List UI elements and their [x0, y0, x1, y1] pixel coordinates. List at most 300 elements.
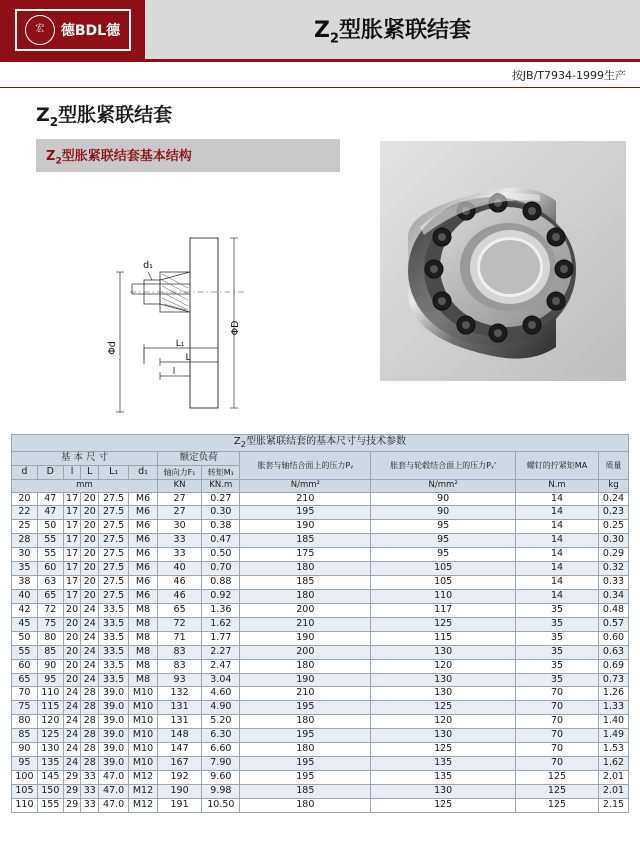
table-cell: M10	[129, 687, 158, 701]
table-cell: 90	[37, 659, 63, 673]
table-cell: 167	[157, 757, 201, 771]
table-cell: 28	[12, 534, 38, 548]
table-cell: 2.01	[598, 771, 628, 785]
table-cell: 180	[240, 590, 371, 604]
section-heading-sub: 2	[55, 156, 62, 167]
col-L: L	[81, 465, 99, 479]
table-cell: 0.25	[598, 520, 628, 534]
table-row	[12, 562, 629, 576]
group-dimensions: 基 本 尺 寸	[12, 451, 158, 465]
table-cell: M6	[129, 520, 158, 534]
table-cell: 24	[63, 701, 81, 715]
table-cell: 5.20	[202, 715, 240, 729]
table-cell: 17	[63, 576, 81, 590]
table-cell: 0.33	[598, 576, 628, 590]
table-cell: 83	[157, 659, 201, 673]
table-cell: 147	[157, 743, 201, 757]
table-cell: 0.88	[202, 576, 240, 590]
table-cell: M6	[129, 562, 158, 576]
table-cell: 1.33	[598, 701, 628, 715]
table-cell: 70	[516, 729, 599, 743]
table-cell: 14	[516, 492, 599, 506]
table-cell: 0.23	[598, 506, 628, 520]
table-row	[12, 534, 629, 548]
table-row	[12, 492, 629, 506]
table-cell: 2.27	[202, 645, 240, 659]
table-cell: 42	[12, 603, 38, 617]
table-cell: M12	[129, 798, 158, 812]
table-cell: 0.48	[598, 603, 628, 617]
drawing-column	[12, 135, 372, 427]
section-heading-rest: 型胀紧联结套基本结构	[61, 148, 192, 164]
table-cell: 65	[37, 590, 63, 604]
table-cell: 6.30	[202, 729, 240, 743]
table-cell: 55	[12, 645, 38, 659]
table-cell: 14	[516, 506, 599, 520]
table-cell: 20	[63, 645, 81, 659]
table-cell: 27.5	[99, 492, 129, 506]
table-cell: 105	[371, 562, 516, 576]
table-row	[12, 701, 629, 715]
table-cell: 0.32	[598, 562, 628, 576]
page-title-main: Z	[36, 104, 50, 126]
table-cell: 70	[12, 687, 38, 701]
table-cell: M6	[129, 506, 158, 520]
table-cell: 17	[63, 492, 81, 506]
table-cell: 130	[371, 687, 516, 701]
table-cell: M8	[129, 659, 158, 673]
table-cell: 40	[157, 562, 201, 576]
table-cell: 0.29	[598, 548, 628, 562]
table-cell: M8	[129, 603, 158, 617]
spec-table-wrap	[0, 426, 640, 812]
table-row	[12, 729, 629, 743]
table-row	[12, 771, 629, 785]
table-cell: 125	[516, 798, 599, 812]
table-cell: 47.0	[99, 784, 129, 798]
table-cell: 125	[371, 798, 516, 812]
table-cell: 39.0	[99, 701, 129, 715]
col-d: d	[12, 465, 38, 479]
table-cell: 29	[63, 784, 81, 798]
table-cell: 20	[63, 631, 81, 645]
table-row	[12, 617, 629, 631]
table-cell: 105	[12, 784, 38, 798]
table-cell: 130	[371, 673, 516, 687]
table-cell: 1.62	[202, 617, 240, 631]
table-cell: M6	[129, 576, 158, 590]
table-cell: 27.5	[99, 576, 129, 590]
table-cell: 4.60	[202, 687, 240, 701]
table-cell: 0.30	[202, 506, 240, 520]
table-cell: 130	[371, 729, 516, 743]
table-cell: 29	[63, 771, 81, 785]
table-cell: 27.5	[99, 590, 129, 604]
table-cell: 20	[81, 548, 99, 562]
table-cell: 27	[157, 506, 201, 520]
table-cell: 17	[63, 590, 81, 604]
caption-sub: 2	[240, 439, 247, 450]
table-cell: 7.90	[202, 757, 240, 771]
header-title-sub: 2	[329, 31, 339, 47]
table-cell: 27.5	[99, 506, 129, 520]
table-cell: M12	[129, 771, 158, 785]
table-cell: 190	[240, 631, 371, 645]
table-cell: 120	[371, 715, 516, 729]
table-cell: 47	[37, 506, 63, 520]
table-cell: 28	[81, 757, 99, 771]
table-cell: 27	[157, 492, 201, 506]
table-cell: 65	[12, 673, 38, 687]
table-cell: 0.60	[598, 631, 628, 645]
table-cell: 1.36	[202, 603, 240, 617]
table-cell: 2.15	[598, 798, 628, 812]
spec-rows	[12, 492, 629, 812]
table-cell: 120	[37, 715, 63, 729]
table-cell: 195	[240, 701, 371, 715]
table-cell: 125	[371, 701, 516, 715]
table-cell: 27.5	[99, 562, 129, 576]
table-cell: 185	[240, 534, 371, 548]
table-cell: 115	[371, 631, 516, 645]
table-cell: 105	[371, 576, 516, 590]
table-cell: 180	[240, 659, 371, 673]
table-cell: 39.0	[99, 687, 129, 701]
table-cell: 63	[37, 576, 63, 590]
table-cell: 200	[240, 603, 371, 617]
table-cell: 1.62	[598, 757, 628, 771]
table-cell: 60	[12, 659, 38, 673]
table-cell: 1.40	[598, 715, 628, 729]
table-cell: 175	[240, 548, 371, 562]
table-cell: 100	[12, 771, 38, 785]
table-cell: 17	[63, 562, 81, 576]
table-cell: 47	[37, 492, 63, 506]
table-cell: 27.5	[99, 520, 129, 534]
table-cell: 27.5	[99, 534, 129, 548]
header-title-rest: 型胀紧联结套	[338, 17, 471, 43]
table-row	[12, 548, 629, 562]
unit-torque: KN.m	[202, 479, 240, 492]
table-cell: M6	[129, 492, 158, 506]
table-cell: 39.0	[99, 757, 129, 771]
logo-frame	[15, 9, 131, 51]
table-cell: 39.0	[99, 743, 129, 757]
table-cell: 14	[516, 562, 599, 576]
header-title	[314, 13, 471, 46]
table-cell: 33	[81, 784, 99, 798]
table-cell: 150	[37, 784, 63, 798]
table-cell: 117	[371, 603, 516, 617]
table-cell: 185	[240, 784, 371, 798]
table-cell: 70	[516, 687, 599, 701]
table-cell: 132	[157, 687, 201, 701]
table-cell: 47.0	[99, 798, 129, 812]
table-cell: 20	[12, 492, 38, 506]
col-L1: L₁	[99, 465, 129, 479]
table-cell: 9.98	[202, 784, 240, 798]
table-cell: 95	[371, 548, 516, 562]
table-cell: 0.27	[202, 492, 240, 506]
table-cell: 80	[12, 715, 38, 729]
table-cell: 14	[516, 520, 599, 534]
caption-rest: 型胀紧联结套的基本尺寸与技术参数	[246, 436, 407, 448]
table-cell: 46	[157, 590, 201, 604]
table-cell: 35	[516, 645, 599, 659]
table-cell: 0.57	[598, 617, 628, 631]
table-cell: 0.92	[202, 590, 240, 604]
content-area	[0, 135, 640, 427]
table-cell: 195	[240, 757, 371, 771]
standard-note: 按JB/T7934-1999生产	[0, 62, 640, 88]
table-cell: 0.34	[598, 590, 628, 604]
table-cell: M10	[129, 715, 158, 729]
table-cell: 9.60	[202, 771, 240, 785]
table-cell: 2.47	[202, 659, 240, 673]
table-cell: 24	[81, 645, 99, 659]
table-row	[12, 590, 629, 604]
col-d1: d₁	[129, 465, 158, 479]
table-cell: 33.5	[99, 603, 129, 617]
table-cell: 24	[81, 617, 99, 631]
table-cell: 195	[240, 729, 371, 743]
table-row	[12, 673, 629, 687]
table-cell: 50	[12, 631, 38, 645]
table-cell: 185	[240, 576, 371, 590]
table-cell: 125	[516, 771, 599, 785]
table-cell: 1.77	[202, 631, 240, 645]
unit-pressure-shaft: N/mm²	[240, 479, 371, 492]
table-cell: 120	[371, 659, 516, 673]
table-cell: 180	[240, 743, 371, 757]
table-cell: 30	[157, 520, 201, 534]
table-cell: 72	[157, 617, 201, 631]
table-cell: 20	[81, 520, 99, 534]
table-cell: 135	[371, 771, 516, 785]
table-cell: 17	[63, 534, 81, 548]
table-cell: 80	[37, 631, 63, 645]
table-cell: 4.90	[202, 701, 240, 715]
company-logo	[0, 0, 145, 59]
section-heading	[36, 139, 340, 173]
table-cell: 90	[12, 743, 38, 757]
page-header	[0, 0, 640, 62]
table-cell: 25	[12, 520, 38, 534]
table-cell: 210	[240, 687, 371, 701]
dim-label-d1: d₁	[143, 260, 153, 272]
table-cell: 93	[157, 673, 201, 687]
section-heading-main: Z	[46, 148, 56, 164]
table-cell: 20	[81, 576, 99, 590]
table-cell: 20	[81, 506, 99, 520]
table-cell: 33.5	[99, 645, 129, 659]
table-cell: 125	[371, 743, 516, 757]
table-cell: M6	[129, 534, 158, 548]
table-cell: 45	[12, 617, 38, 631]
table-cell: 115	[37, 701, 63, 715]
table-cell: 55	[37, 548, 63, 562]
table-cell: 200	[240, 645, 371, 659]
col-pressure-hub: 胀套与轮毂结合面上的压力Pᵧ'	[371, 451, 516, 479]
table-cell: 39.0	[99, 715, 129, 729]
table-cell: 20	[63, 617, 81, 631]
table-cell: 75	[37, 617, 63, 631]
table-cell: 24	[63, 715, 81, 729]
table-cell: 90	[371, 492, 516, 506]
table-caption-row	[12, 435, 629, 452]
table-cell: 28	[81, 715, 99, 729]
table-cell: M6	[129, 590, 158, 604]
table-cell: 130	[371, 645, 516, 659]
table-cell: M8	[129, 617, 158, 631]
table-cell: 125	[516, 784, 599, 798]
table-row	[12, 659, 629, 673]
table-cell: 3.04	[202, 673, 240, 687]
table-cell: 180	[240, 715, 371, 729]
table-cell: 50	[37, 520, 63, 534]
table-cell: 20	[81, 590, 99, 604]
table-cell: 10.50	[202, 798, 240, 812]
table-cell: 24	[63, 729, 81, 743]
table-cell: 131	[157, 701, 201, 715]
table-cell: 125	[37, 729, 63, 743]
drawing-svg	[12, 176, 372, 426]
table-cell: 28	[81, 687, 99, 701]
table-cell: 83	[157, 645, 201, 659]
table-cell: 210	[240, 617, 371, 631]
table-cell: 33	[81, 771, 99, 785]
table-cell: 24	[81, 659, 99, 673]
table-cell: 33.5	[99, 631, 129, 645]
table-cell: 46	[157, 576, 201, 590]
table-cell: M6	[129, 548, 158, 562]
table-cell: 39.0	[99, 729, 129, 743]
table-row	[12, 576, 629, 590]
table-cell: 0.70	[202, 562, 240, 576]
table-cell: M12	[129, 784, 158, 798]
table-cell: 145	[37, 771, 63, 785]
table-cell: 24	[81, 603, 99, 617]
table-cell: 24	[63, 757, 81, 771]
table-cell: 33	[157, 548, 201, 562]
table-cell: 29	[63, 798, 81, 812]
table-cell: 131	[157, 715, 201, 729]
table-cell: M10	[129, 757, 158, 771]
table-cell: 210	[240, 492, 371, 506]
header-title-band	[145, 0, 640, 59]
table-cell: 65	[157, 603, 201, 617]
table-cell: 190	[240, 520, 371, 534]
unit-mass: kg	[598, 479, 628, 492]
logo-text: 德BDL德	[60, 22, 121, 39]
table-row	[12, 506, 629, 520]
table-unit-row	[12, 479, 629, 492]
table-cell: 33	[81, 798, 99, 812]
table-cell: 33.5	[99, 617, 129, 631]
table-cell: 14	[516, 534, 599, 548]
table-cell: 35	[516, 673, 599, 687]
table-cell: 60	[37, 562, 63, 576]
col-torque: 转矩M₁	[202, 465, 240, 479]
table-cell: 90	[371, 506, 516, 520]
table-row	[12, 757, 629, 771]
table-cell: 130	[37, 743, 63, 757]
table-cell: 17	[63, 548, 81, 562]
table-cell: 20	[81, 534, 99, 548]
table-row	[12, 631, 629, 645]
table-cell: 17	[63, 506, 81, 520]
table-cell: 0.38	[202, 520, 240, 534]
table-cell: 40	[12, 590, 38, 604]
table-cell: 110	[12, 798, 38, 812]
page-title-rest: 型胀紧联结套	[58, 104, 173, 126]
table-cell: 190	[240, 673, 371, 687]
table-cell: 55	[37, 534, 63, 548]
table-cell: 35	[516, 617, 599, 631]
table-cell: 1.53	[598, 743, 628, 757]
table-row	[12, 645, 629, 659]
table-cell: 72	[37, 603, 63, 617]
table-cell: 0.47	[202, 534, 240, 548]
table-cell: 190	[157, 784, 201, 798]
table-cell: M10	[129, 729, 158, 743]
table-cell: M10	[129, 701, 158, 715]
product-photo-svg	[380, 141, 626, 381]
table-cell: 20	[81, 562, 99, 576]
table-cell: 191	[157, 798, 201, 812]
unit-pressure-hub: N/mm²	[371, 479, 516, 492]
table-cell: 14	[516, 590, 599, 604]
table-cell: M8	[129, 645, 158, 659]
table-cell: 0.30	[598, 534, 628, 548]
unit-axial: KN	[157, 479, 201, 492]
table-cell: 35	[516, 659, 599, 673]
table-cell: 1.26	[598, 687, 628, 701]
table-cell: M8	[129, 631, 158, 645]
table-cell: 95	[371, 534, 516, 548]
col-pressure-shaft: 胀套与轴结合面上的压力Pᵧ	[240, 451, 371, 479]
table-cell: 130	[371, 784, 516, 798]
table-cell: 38	[12, 576, 38, 590]
table-cell: 27.5	[99, 548, 129, 562]
group-load: 额定负荷	[157, 451, 239, 465]
table-cell: 24	[63, 687, 81, 701]
technical-drawing	[12, 176, 372, 426]
table-cell: 195	[240, 506, 371, 520]
caption-main: Z	[233, 436, 241, 448]
table-cell: 35	[516, 603, 599, 617]
table-cell: 135	[371, 757, 516, 771]
col-screw-torque: 螺钉的拧紧矩MA	[516, 451, 599, 479]
photo-column	[380, 135, 628, 427]
table-cell: 28	[81, 729, 99, 743]
table-row	[12, 743, 629, 757]
table-cell: 135	[37, 757, 63, 771]
table-row	[12, 798, 629, 812]
product-photo	[380, 141, 626, 381]
table-cell: 70	[516, 715, 599, 729]
table-cell: 47.0	[99, 771, 129, 785]
table-cell: 2.01	[598, 784, 628, 798]
table-cell: M10	[129, 743, 158, 757]
table-cell: 20	[63, 659, 81, 673]
table-cell: 33.5	[99, 673, 129, 687]
table-cell: 95	[37, 673, 63, 687]
table-cell: 70	[516, 757, 599, 771]
table-cell: 35	[12, 562, 38, 576]
table-cell: 148	[157, 729, 201, 743]
table-cell: 14	[516, 576, 599, 590]
